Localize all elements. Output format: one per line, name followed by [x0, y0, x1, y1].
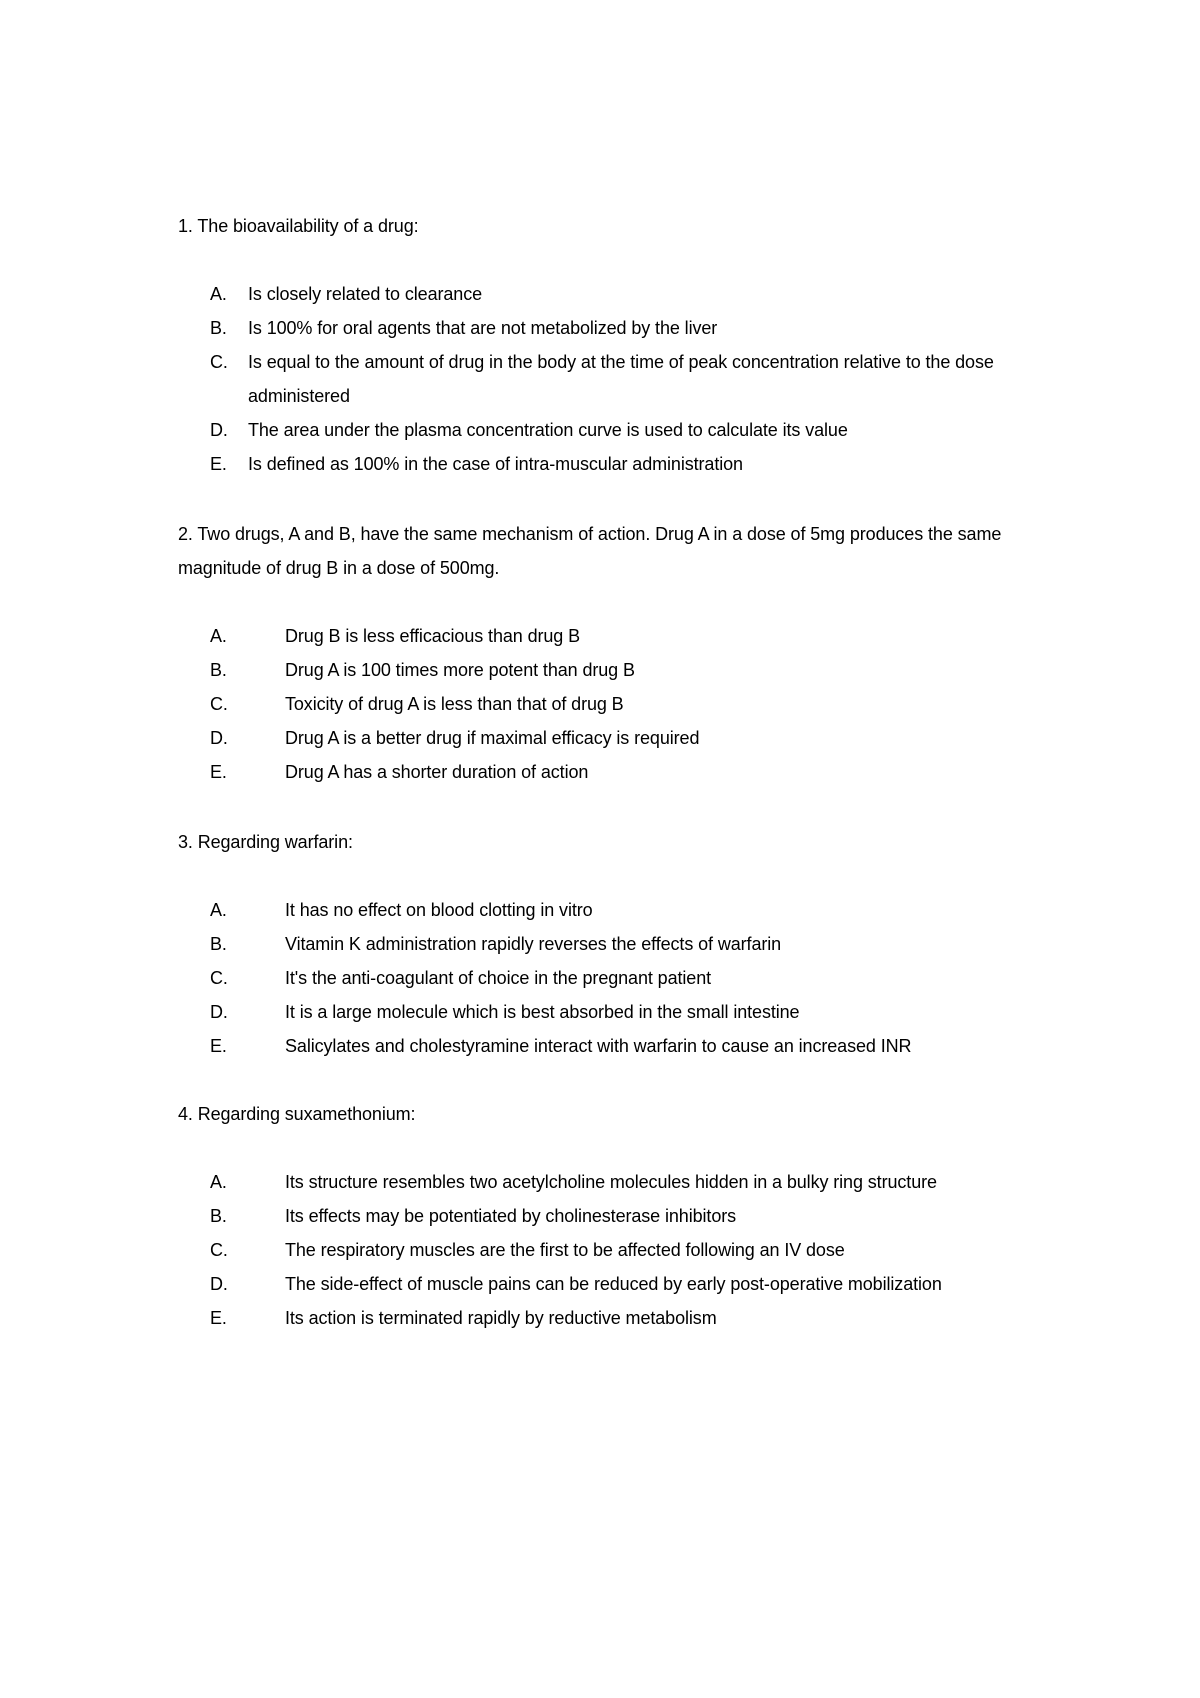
option-text: Drug A has a shorter duration of action	[285, 762, 589, 782]
option-d	[178, 413, 1058, 447]
option-letter: A.	[210, 900, 227, 920]
option-letter: A.	[210, 284, 227, 304]
option-letter: D.	[210, 1274, 228, 1294]
question-stem: 2. Two drugs, A and B, have the same mechanism of action. Drug A in a dose of 5mg produces the same magnitude of drug B in a dose of 500mg.	[178, 524, 1002, 578]
option-text: Its effects may be potentiated by cholinesterase inhibitors	[285, 1206, 737, 1226]
option-c	[178, 687, 1058, 721]
option-list	[178, 893, 1058, 1063]
question-3	[178, 825, 1058, 1063]
option-letter: E.	[210, 1308, 227, 1328]
question-2	[178, 517, 1058, 789]
option-letter: C.	[210, 968, 228, 988]
option-a	[178, 893, 1058, 927]
question-4	[178, 1097, 1058, 1335]
option-c	[178, 345, 1058, 413]
option-b	[178, 653, 1058, 687]
option-text: Vitamin K administration rapidly reverses the effects of warfarin	[285, 934, 782, 954]
option-e	[178, 1029, 1058, 1063]
option-text: Its structure resembles two acetylcholine molecules hidden in a bulky ring structure	[285, 1172, 937, 1192]
option-b	[178, 927, 1058, 961]
option-text: The respiratory muscles are the first to be affected following an IV dose	[285, 1240, 845, 1260]
option-letter: D.	[210, 420, 228, 440]
option-b	[178, 1199, 1058, 1233]
option-e	[178, 1301, 1058, 1335]
option-list	[178, 1165, 1058, 1335]
question-1	[178, 209, 1058, 481]
option-text: Drug A is 100 times more potent than drug B	[285, 660, 635, 680]
option-d	[178, 995, 1058, 1029]
option-letter: C.	[210, 694, 228, 714]
option-c	[178, 1233, 1058, 1267]
option-a	[178, 619, 1058, 653]
option-letter: C.	[210, 1240, 228, 1260]
option-text: It has no effect on blood clotting in vitro	[285, 900, 593, 920]
option-letter: B.	[210, 934, 227, 954]
question-stem: 3. Regarding warfarin:	[178, 832, 353, 852]
option-text: Drug A is a better drug if maximal efficacy is required	[285, 728, 700, 748]
option-letter: E.	[210, 454, 227, 474]
option-text: It's the anti-coagulant of choice in the pregnant patient	[285, 968, 712, 988]
option-letter: D.	[210, 728, 228, 748]
option-text: Drug B is less efficacious than drug B	[285, 626, 581, 646]
option-text: Salicylates and cholestyramine interact with warfarin to cause an increased INR	[285, 1036, 912, 1056]
option-text: Is 100% for oral agents that are not metabolized by the liver	[248, 318, 718, 338]
option-letter: A.	[210, 1172, 227, 1192]
option-text: Its action is terminated rapidly by reductive metabolism	[285, 1308, 717, 1328]
option-a	[178, 277, 1058, 311]
option-text: Is defined as 100% in the case of intra-muscular administration	[248, 454, 743, 474]
option-text: Is equal to the amount of drug in the body at the time of peak concentration relative to the dose administered	[248, 352, 994, 406]
option-letter: B.	[210, 1206, 227, 1226]
option-letter: B.	[210, 660, 227, 680]
question-stem: 4. Regarding suxamethonium:	[178, 1104, 416, 1124]
option-d	[178, 1267, 1058, 1301]
question-stem: 1. The bioavailability of a drug:	[178, 216, 419, 236]
option-list	[178, 619, 1058, 789]
option-text: The side-effect of muscle pains can be reduced by early post-operative mobilization	[285, 1274, 942, 1294]
option-letter: B.	[210, 318, 227, 338]
option-letter: C.	[210, 352, 228, 372]
option-letter: E.	[210, 762, 227, 782]
option-letter: E.	[210, 1036, 227, 1056]
option-text: The area under the plasma concentration curve is used to calculate its value	[248, 420, 848, 440]
option-text: It is a large molecule which is best absorbed in the small intestine	[285, 1002, 800, 1022]
option-b	[178, 311, 1058, 345]
option-c	[178, 961, 1058, 995]
option-text: Toxicity of drug A is less than that of drug B	[285, 694, 624, 714]
option-list	[178, 277, 1058, 481]
option-e	[178, 755, 1058, 789]
option-d	[178, 721, 1058, 755]
option-letter: A.	[210, 626, 227, 646]
option-letter: D.	[210, 1002, 228, 1022]
option-e	[178, 447, 1058, 481]
option-a	[178, 1165, 1058, 1199]
option-text: Is closely related to clearance	[248, 284, 483, 304]
